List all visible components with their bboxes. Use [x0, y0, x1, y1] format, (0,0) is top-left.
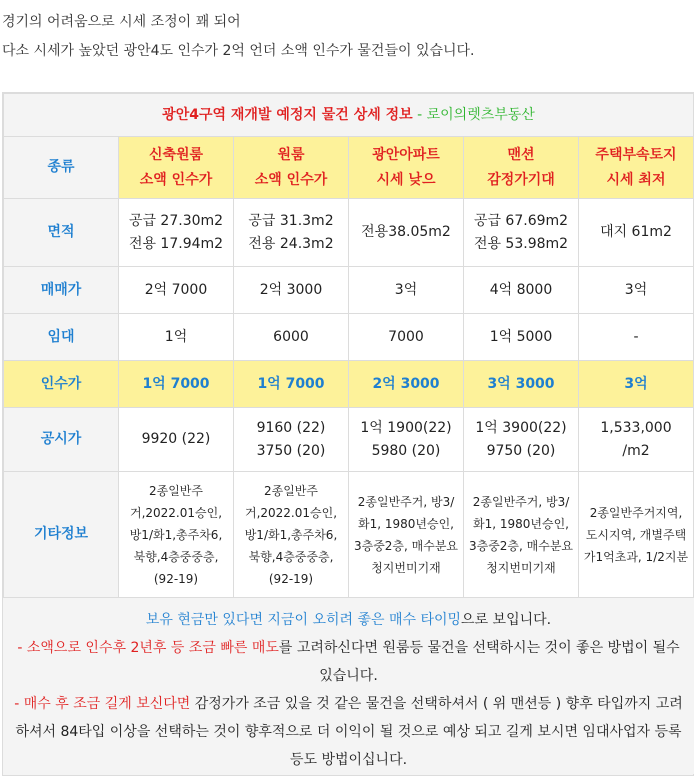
- official-line1: 1억 1900(22): [360, 419, 452, 436]
- area-line1: 공급 31.3m2: [248, 212, 334, 229]
- etc-cell: 2종일반주거, 방3/화1, 1980년승인, 3층중2층, 매수분요청지번미기재: [349, 472, 464, 598]
- row-label-type: 종류: [4, 137, 119, 199]
- type-cell: [119, 137, 234, 199]
- sale-cell: 2억 7000: [119, 267, 234, 314]
- official-cell: [579, 408, 694, 472]
- official-line1: 9160 (22): [256, 419, 326, 436]
- acquire-cell: 1억 7000: [234, 361, 349, 408]
- official-cell: [234, 408, 349, 472]
- type-line2: 감정가기대: [487, 171, 555, 188]
- area-cell: [579, 199, 694, 267]
- type-cell: [464, 137, 579, 199]
- footer-p1-rest: 으로 보입니다.: [461, 612, 552, 628]
- lease-cell: -: [579, 314, 694, 361]
- official-line2: 9750 (20): [486, 442, 556, 459]
- area-line1: 공급 27.30m2: [128, 212, 224, 229]
- row-label-etc: 기타정보: [4, 472, 119, 598]
- table-title: [4, 94, 694, 137]
- intro-line-2: 다소 시세가 높았던 광안4도 인수가 2억 언더 소액 인수가 물건들이 있습니다.: [2, 43, 475, 59]
- table-row-official: [4, 408, 694, 472]
- row-label-acquire: 인수가: [4, 361, 119, 408]
- etc-cell: 2종일반주거지역, 도시지역, 개별주택가1억초과, 1/2지분: [579, 472, 694, 598]
- etc-cell: 2종일반주거, 방3/화1, 1980년승인, 3층중2층, 매수분요청지번미기재: [464, 472, 579, 598]
- sale-cell: 3억: [579, 267, 694, 314]
- official-line1: 1,533,000: [600, 419, 672, 436]
- type-line1: 원룸: [277, 146, 305, 163]
- table-title-source: 로이의렛츠부동산: [426, 106, 535, 123]
- area-line1: 공급 67.69m2: [473, 212, 569, 229]
- area-cell: [234, 199, 349, 267]
- type-cell: [234, 137, 349, 199]
- official-cell: [349, 408, 464, 472]
- area-line1: 전용38.05m2: [361, 224, 451, 240]
- etc-cell: 2종일반주거,2022.01승인, 방1/화1,총주차6, 북향,4층중중층, (92-19): [119, 472, 234, 598]
- type-line2: 시세 최저: [606, 171, 666, 188]
- table-title-main: 광안4구역 재개발 예정지 물건 상세 정보: [162, 106, 413, 123]
- footer-paragraph-2: [10, 634, 688, 690]
- type-line1: 맨션: [507, 146, 535, 163]
- table-title-separator: -: [412, 106, 427, 123]
- sale-cell: 2억 3000: [234, 267, 349, 314]
- footer-p3-highlight: - 매수 후 조금 길게 보신다면: [14, 696, 191, 712]
- area-line2: 전용 17.94m2: [128, 235, 224, 252]
- type-cell: [349, 137, 464, 199]
- property-info-card: [2, 92, 694, 776]
- area-cell: [464, 199, 579, 267]
- type-line2: 소액 인수가: [139, 171, 213, 188]
- table-row-area: [4, 199, 694, 267]
- footer-p2-rest: 를 고려하신다면 원룸등 물건을 선택하시는 것이 좋은 방법이 될수 있습니다.: [278, 640, 680, 684]
- official-line1: 1억 3900(22): [475, 419, 567, 436]
- lease-cell: 7000: [349, 314, 464, 361]
- table-row-etc: [4, 472, 694, 598]
- intro-text: [2, 8, 696, 66]
- type-line2: 시세 낮으: [376, 171, 436, 188]
- table-title-row: [4, 94, 694, 137]
- area-line2: 전용 24.3m2: [248, 235, 334, 252]
- area-line2: 전용 53.98m2: [473, 235, 569, 252]
- property-table: [3, 93, 694, 774]
- lease-cell: 1억 5000: [464, 314, 579, 361]
- table-row-type: [4, 137, 694, 199]
- table-footer: [4, 598, 694, 775]
- etc-cell: 2종일반주거,2022.01승인, 방1/화1,총주차6, 북향,4층중중층, (92-19): [234, 472, 349, 598]
- official-line2: /m2: [622, 442, 650, 459]
- lease-cell: 6000: [234, 314, 349, 361]
- acquire-cell: 2억 3000: [349, 361, 464, 408]
- row-label-area: 면적: [4, 199, 119, 267]
- row-label-lease: 임대: [4, 314, 119, 361]
- area-cell: [119, 199, 234, 267]
- footer-p2-highlight: - 소액으로 인수후 2년후 등 조금 빠른 매도: [17, 640, 279, 656]
- official-line1: 9920 (22): [141, 431, 211, 447]
- acquire-cell: 3억 3000: [464, 361, 579, 408]
- row-label-official: 공시가: [4, 408, 119, 472]
- acquire-cell: 1억 7000: [119, 361, 234, 408]
- official-line2: 5980 (20): [371, 442, 441, 459]
- footer-paragraph-1: [10, 606, 688, 634]
- footer-paragraph-3: [10, 690, 688, 774]
- table-row-sale: [4, 267, 694, 314]
- sale-cell: 4억 8000: [464, 267, 579, 314]
- table-row-acquire: [4, 361, 694, 408]
- sale-cell: 3억: [349, 267, 464, 314]
- official-line2: 3750 (20): [256, 442, 326, 459]
- footer-p3-rest: 감정가가 조금 있을 것 같은 물건을 선택하셔서 ( 위 맨션등 ) 향후 타입까지 고려하셔서 84타입 이상을 선택하는 것이 향후적으로 더 이익이 될 것으로 예상 되고 길게 보시면 임대사업자 등록 등도 방법이십니다.: [15, 696, 683, 768]
- type-line2: 소액 인수가: [254, 171, 328, 188]
- area-cell: [349, 199, 464, 267]
- type-line1: 광안아파트: [372, 146, 440, 163]
- area-line1: 대지 61m2: [600, 224, 672, 240]
- footer-p1-highlight: 보유 현금만 있다면 지금이 오히려 좋은 매수 타이밍: [145, 612, 462, 628]
- lease-cell: 1억: [119, 314, 234, 361]
- acquire-cell: 3억: [579, 361, 694, 408]
- row-label-sale: 매매가: [4, 267, 119, 314]
- table-row-lease: [4, 314, 694, 361]
- intro-line-1: 경기의 어려움으로 시세 조정이 꽤 되어: [2, 14, 241, 30]
- type-cell: [579, 137, 694, 199]
- table-footer-row: [4, 598, 694, 775]
- type-line1: 주택부속토지: [595, 146, 677, 163]
- official-cell: [464, 408, 579, 472]
- official-cell: [119, 408, 234, 472]
- type-line1: 신축원룸: [148, 146, 204, 163]
